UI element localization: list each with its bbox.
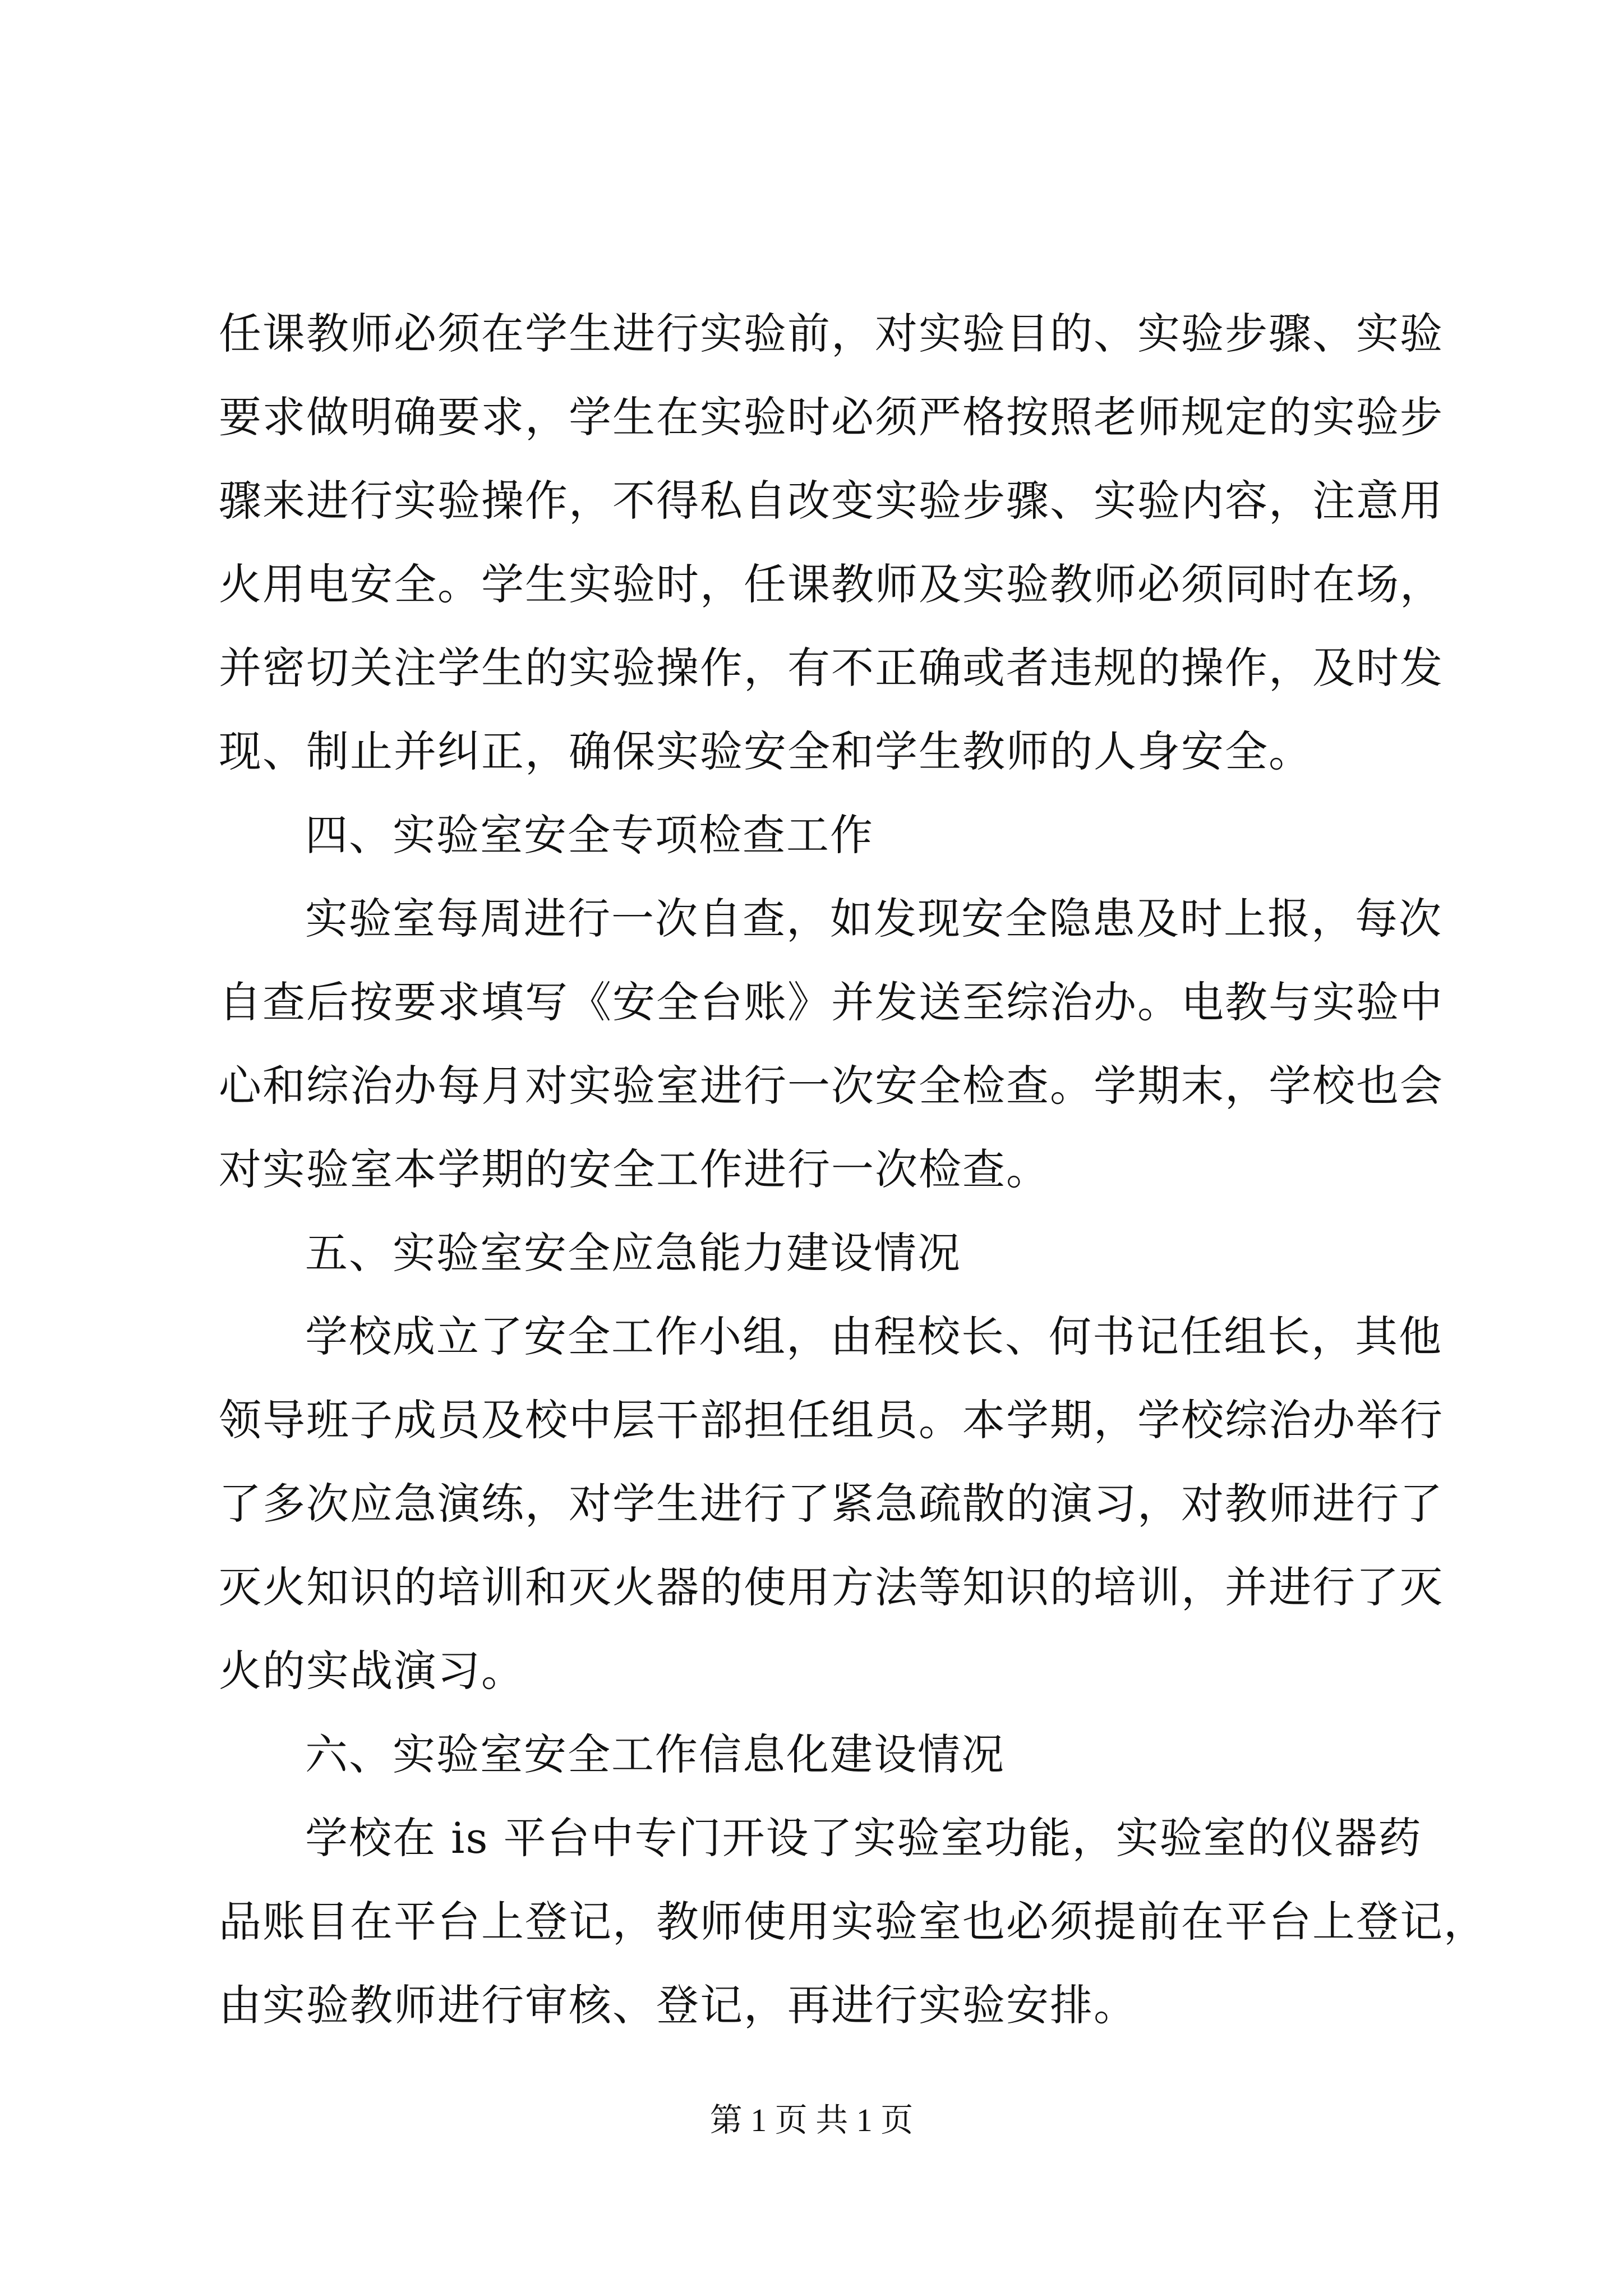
body-text-line: 由实验教师进行审核、登记，再进行实验安排。 [219,1980,1137,2030]
section-heading: 六、实验室安全工作信息化建设情况 [305,1729,1005,1779]
body-text-line: 灭火知识的培训和灭火器的使用方法等知识的培训，并进行了灭 [219,1562,1444,1612]
body-text-line: 实验室每周进行一次自查，如发现安全隐患及时上报，每次 [305,894,1442,944]
body-text-line: 自查后按要求填写《安全台账》并发送至综治办。电教与实验中 [219,977,1444,1027]
body-text-line: 领导班子成员及校中层干部担任组员。本学期，学校综治办举行 [219,1395,1444,1445]
page-number-footer: 第 1 页 共 1 页 [709,2102,914,2138]
body-text-line: 火的实战演习。 [219,1646,525,1696]
body-text-line: 心和综治办每月对实验室进行一次安全检查。学期末，学校也会 [219,1061,1444,1111]
section-heading: 五、实验室安全应急能力建设情况 [305,1228,961,1278]
body-text-line: 并密切关注学生的实验操作，有不正确或者违规的操作，及时发 [219,643,1444,693]
body-text-line: 对实验室本学期的安全工作进行一次检查。 [219,1144,1050,1194]
section-heading: 四、实验室安全专项检查工作 [305,810,874,860]
body-text-line: 任课教师必须在学生进行实验前，对实验目的、实验步骤、实验 [219,309,1444,358]
body-text-line: 学校成立了安全工作小组，由程校长、何书记任组长，其他 [305,1312,1442,1361]
body-text-line: 学校在 is 平台中专门开设了实验室功能，实验室的仪器药 [305,1813,1422,1863]
body-text-line: 要求做明确要求，学生在实验时必须严格按照老师规定的实验步 [219,392,1444,442]
document-body [219,292,1487,2047]
body-text-line: 了多次应急演练，对学生进行了紧急疏散的演习，对教师进行了 [219,1479,1444,1529]
body-text-line: 现、制止并纠正，确保实验安全和学生教师的人身安全。 [219,726,1312,776]
body-text-line: 品账目在平台上登记，教师使用实验室也必须提前在平台上登记， [219,1897,1487,1947]
body-text-line: 火用电安全。学生实验时，任课教师及实验教师必须同时在场， [219,559,1444,609]
body-text-line: 骤来进行实验操作，不得私自改变实验步骤、实验内容，注意用 [219,476,1444,526]
